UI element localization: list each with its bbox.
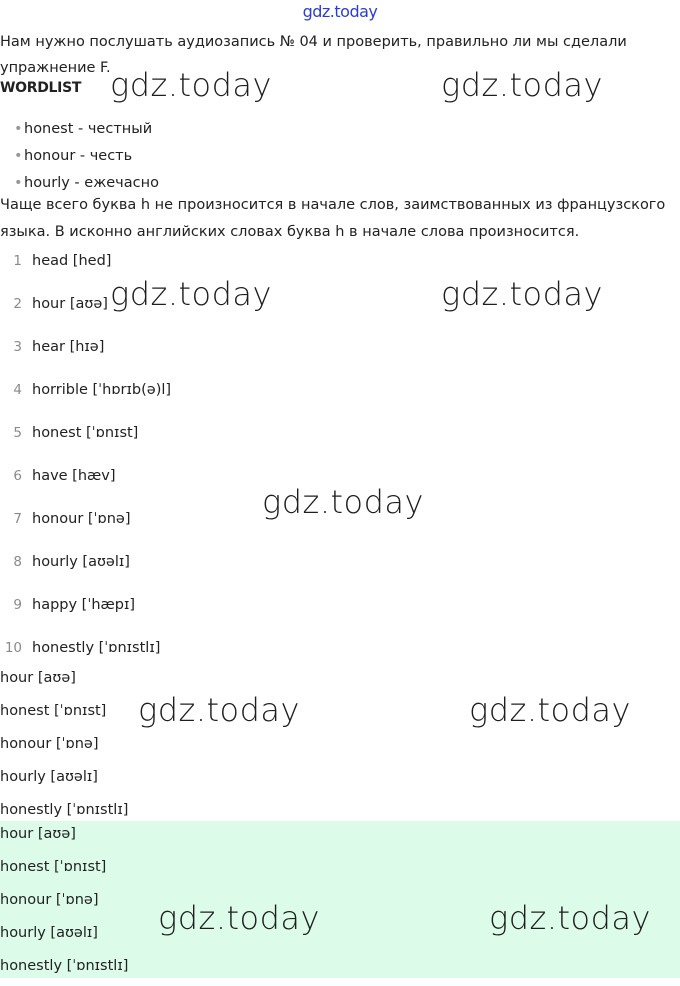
watermark: gdz.today: [110, 66, 272, 104]
list-item: • honest - честный: [0, 116, 159, 143]
watermark: gdz.today: [469, 691, 631, 729]
item-word: hear [hɪə]: [32, 339, 105, 355]
list-item: honour [ˈɒnə]: [0, 892, 99, 908]
list-item: • hourly - ежечасно: [0, 170, 159, 197]
wordlist-heading: WORDLIST: [0, 80, 82, 96]
bullet-icon: •: [14, 175, 23, 191]
list-item: [0, 376, 171, 419]
list-item: hourly [aʊəlɪ]: [0, 769, 98, 785]
item-number: 7: [13, 511, 22, 527]
watermark: gdz.today: [489, 899, 651, 937]
item-number: 3: [13, 339, 22, 355]
item-word: happy [ˈhæpɪ]: [32, 597, 135, 613]
list-item: honestly [ˈɒnɪstlɪ]: [0, 802, 129, 818]
item-number: 6: [13, 468, 22, 484]
list-item: • honour - честь: [0, 143, 159, 170]
bullet-icon: •: [14, 121, 23, 137]
item-word: have [hæv]: [32, 468, 116, 484]
list-item: [0, 591, 171, 634]
item-word: honest [ˈɒnɪst]: [32, 425, 139, 441]
item-word: honour [ˈɒnə]: [32, 511, 131, 527]
intro-text: Нам нужно послушать аудиозапись № 04 и проверить, правильно ли мы сделали упражнение F.: [0, 34, 627, 76]
wordlist: [0, 116, 159, 197]
item-word: honestly [ˈɒnɪstlɪ]: [32, 640, 161, 656]
list-item: [0, 290, 171, 333]
site-link[interactable]: gdz.today: [302, 2, 378, 21]
list-item: honest [ˈɒnɪst]: [0, 703, 107, 719]
rule-text: Чаще всего буква h не произносится в начале слов, заимствованных из французского языка. В исконно английских словах буква h в начале слова произносится.: [0, 197, 666, 240]
list-item: honestly [ˈɒnɪstlɪ]: [0, 958, 129, 974]
item-number: 4: [13, 382, 22, 398]
watermark: gdz.today: [138, 691, 300, 729]
item-word: hour [aʊə]: [32, 296, 108, 312]
bullet-icon: •: [14, 148, 23, 164]
item-word: horrible [ˈhɒrɪb(ə)l]: [32, 382, 172, 398]
list-item: honour [ˈɒnə]: [0, 736, 99, 752]
list-item: [0, 462, 171, 505]
list-item: hour [aʊə]: [0, 670, 76, 686]
list-item: [0, 505, 171, 548]
list-item: honest [ˈɒnɪst]: [0, 859, 107, 875]
answer-box: [0, 821, 680, 978]
list-item: [0, 548, 171, 591]
list-item: hour [aʊə]: [0, 826, 76, 842]
numbered-word-list: [0, 247, 171, 677]
watermark: gdz.today: [158, 899, 320, 937]
watermark: gdz.today: [110, 275, 272, 313]
item-number: 1: [13, 253, 22, 269]
item-number: 10: [4, 640, 22, 656]
item-number: 2: [13, 296, 22, 312]
list-item: hourly [aʊəlɪ]: [0, 925, 98, 941]
list-item: [0, 419, 171, 462]
watermark: gdz.today: [262, 483, 424, 521]
item-number: 9: [13, 597, 22, 613]
item-word: head [hed]: [32, 253, 112, 269]
item-word: hourly [aʊəlɪ]: [32, 554, 130, 570]
list-item: [0, 333, 171, 376]
watermark: gdz.today: [441, 66, 603, 104]
item-number: 5: [13, 425, 22, 441]
watermark: gdz.today: [441, 275, 603, 313]
list-item: [0, 247, 171, 290]
item-number: 8: [13, 554, 22, 570]
silent-h-list: [0, 665, 680, 830]
